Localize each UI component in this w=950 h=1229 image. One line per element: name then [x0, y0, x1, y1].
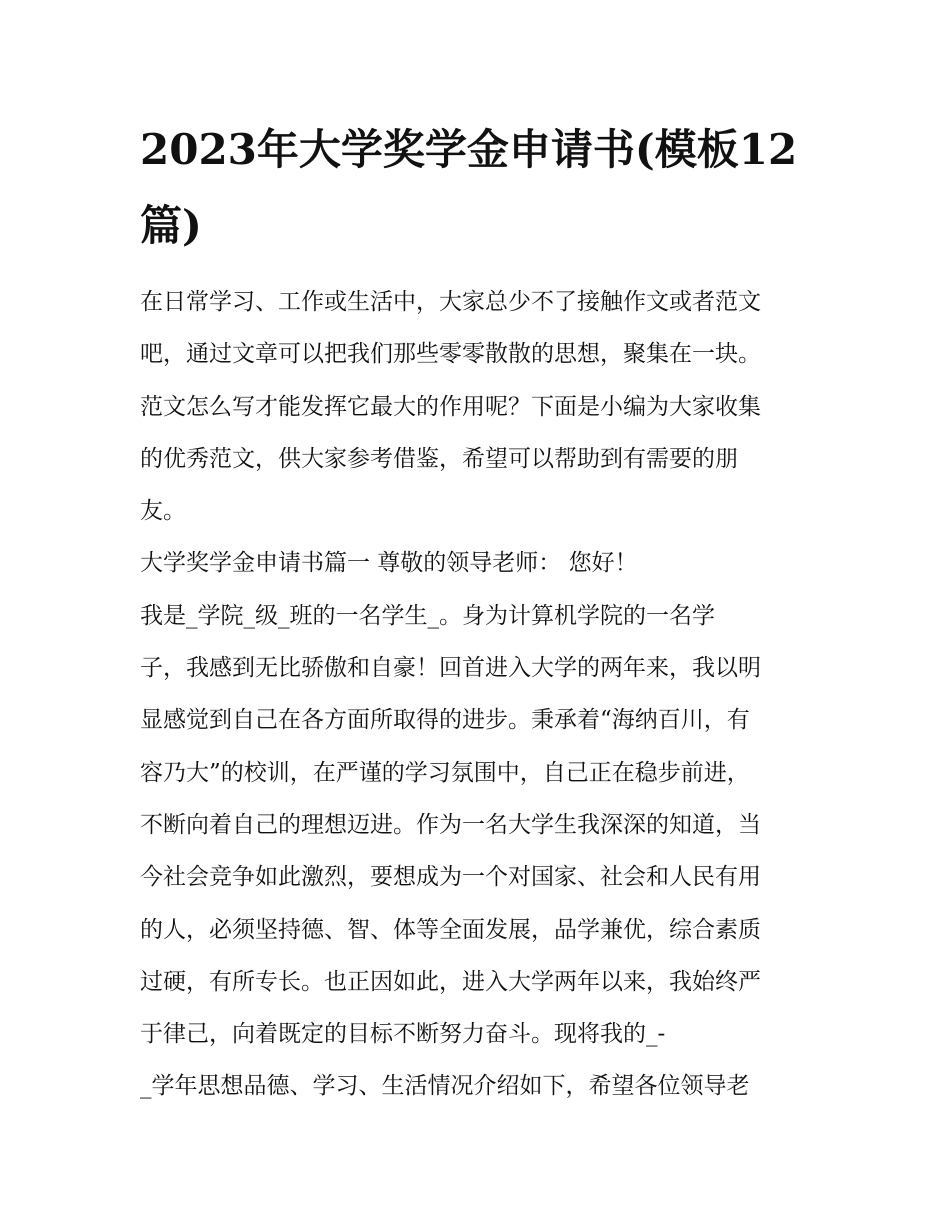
text-line: 子，我感到无比骄傲和自豪！回首进入大学的两年来，我以明: [140, 655, 761, 682]
page-title: 2023年大学奖学金申请书(模板12篇): [140, 125, 798, 250]
text-line: 友。: [140, 498, 186, 525]
text-line: 吧，通过文章可以把我们那些零零散散的思想，聚集在一块。: [140, 341, 761, 368]
section-heading-line: 大学奖学金申请书篇一 尊敬的领导老师： 您好！: [140, 550, 638, 577]
text-line: 范文怎么写才能发挥它最大的作用呢？下面是小编为大家收集: [140, 393, 761, 420]
text-line: 过硬，有所专长。也正因如此，进入大学两年以来，我始终严: [140, 968, 761, 995]
text-line: 于律己，向着既定的目标不断努力奋斗。现将我的_-: [140, 1021, 666, 1048]
text-line: 容乃大”的校训，在严谨的学习氛围中，自己正在稳步前进，: [140, 759, 750, 786]
text-line: 不断向着自己的理想迈进。作为一名大学生我深深的知道，当: [140, 811, 761, 838]
text-line: 显感觉到自己在各方面所取得的进步。秉承着“海纳百川，有: [140, 707, 750, 734]
text-line: 的人，必须坚持德、智、体等全面发展，品学兼优，综合素质: [140, 916, 761, 943]
text-line: 的优秀范文，供大家参考借鉴，希望可以帮助到有需要的朋: [140, 445, 738, 472]
text-line: 在日常学习、工作或生活中，大家总少不了接触作文或者范文: [140, 289, 761, 315]
body-text: [140, 276, 820, 1113]
text-line: 今社会竞争如此激烈，要想成为一个对国家、社会和人民有用: [140, 864, 761, 891]
text-line: _学年思想品德、学习、生活情况介绍如下，希望各位领导老: [140, 1073, 750, 1100]
text-line: 我是_学院_级_班的一名学生_。身为计算机学院的一名学: [140, 602, 715, 629]
